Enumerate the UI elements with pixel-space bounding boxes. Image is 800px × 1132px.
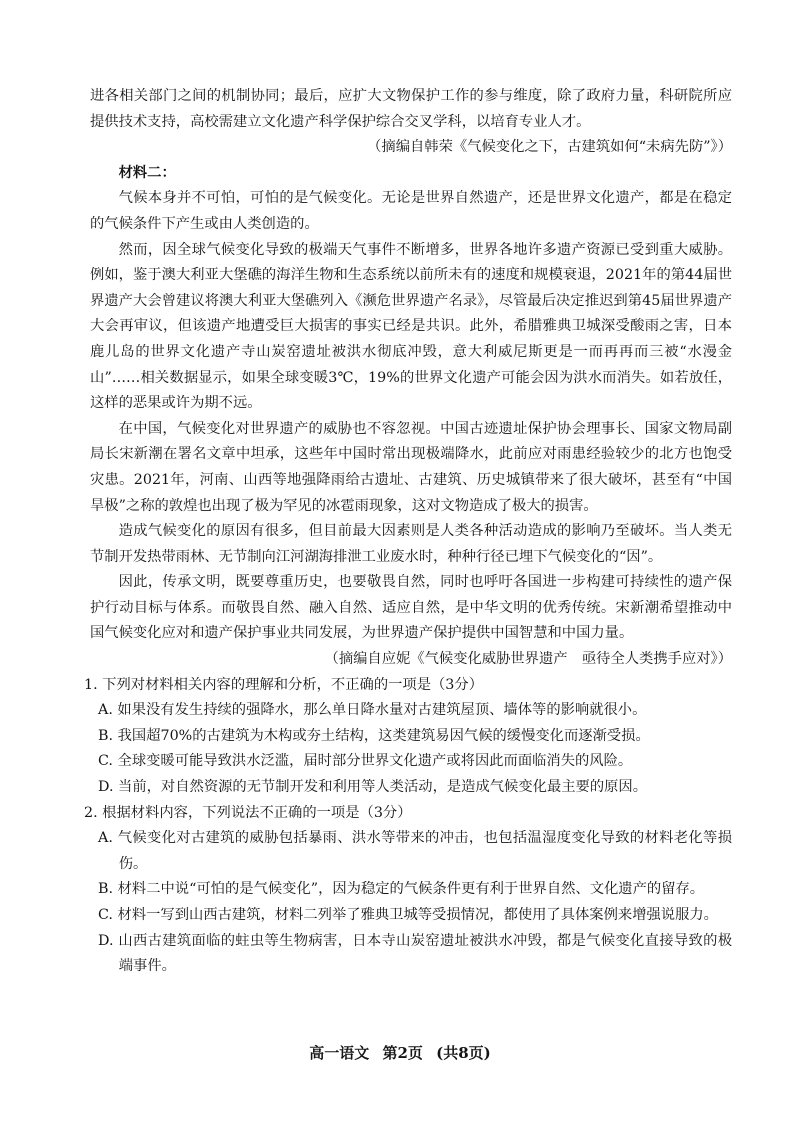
material2-paragraph: 然而，因全球气候变化导致的极端天气事件不断增多，世界各地许多遗产资源已受到重大威胁。例如，鉴于澳大利亚大堡礁的海洋生物和生态系统以前所未有的速度和规模衰退，2021年的第44届世界遗产大会曾建议将澳大利亚大堡礁列入《濒危世界遗产名录》，尽管最后决定推迟到第45届世界遗产大会再审议，但该遗产地遭受巨大损害的事实已经是共识。此外，希腊雅典卫城深受酸雨之害，日本鹿儿岛的世界文化遗产寺山炭窑遗址被洪水彻底冲毁，意大利威尼斯更是一而再再而三被“水漫金山”……相关数据显示，如果全球变暖3℃，19%的世界文化遗产可能会因为洪水而消失。如若放任，这样的恶果或许为期不远。	[90, 241, 732, 412]
material2-heading: 材料二：	[118, 164, 176, 181]
option-c: C. 材料一写到山西古建筑，材料二列举了雅典卫城等受损情况，都使用了具体案例来增强说服力。	[98, 907, 718, 923]
material2-paragraph: 在中国，气候变化对世界遗产的威胁也不容忽视。中国古迹遗址保护协会理事长、国家文物局副局长宋新潮在署名文章中坦承，这些年中国时常出现极端降水，此前应对雨患经验较少的北方也饱受灾患。2021年，河南、山西等地强降雨给古遗址、古建筑、历史城镇带来了很大破坏，甚至有“中国旱极”之称的敦煌也出现了极为罕见的冰雹雨现象，这对文物造成了极大的损害。	[90, 420, 732, 514]
option-a: A. 气候变化对古建筑的威胁包括暴雨、洪水等带来的冲击，也包括温湿度变化导致的材料老化等损伤。	[98, 830, 732, 872]
option-list	[98, 826, 732, 980]
continued-paragraph: 进各相关部门之间的机制协同；最后，应扩大文物保护工作的参与维度，除了政府力量，科研院所应提供技术支持，高校需建立文化遗产科学保护综合交叉学科，以培育专业人才。	[90, 88, 732, 130]
source-citation-material1: （摘编自韩荣《气候变化之下，古建筑如何“未病先防”》）	[367, 139, 732, 156]
source-citation-material2: （摘编自应妮《气候变化威胁世界遗产 亟待全人类携手应对》）	[324, 651, 732, 668]
footer-page-number: 第2页	[382, 1044, 423, 1062]
question-stem: 1. 下列对材料相关内容的理解和分析，不正确的一项是（3分）	[84, 676, 483, 693]
option-a: A. 如果没有发生持续的强降水，那么单日降水量对古建筑屋顶、墙体等的影响就很小。	[98, 702, 647, 719]
option-d: D. 当前，对自然资源的无节制开发和利用等人类活动，是造成气候变化最主要的原因。	[98, 779, 648, 796]
footer-subject: 高一语文	[309, 1044, 370, 1062]
question-2	[84, 801, 732, 980]
option-c: C. 全球变暖可能导致洪水泛滥，届时部分世界文化遗产或将因此而面临消失的风险。	[98, 753, 633, 770]
page-content	[84, 84, 732, 980]
material2-paragraph: 造成气候变化的原因有很多，但目前最大因素则是人类各种活动造成的影响乃至破坏。当人类无节制开发热带雨林、无节制向江河湖海排泄工业废水时，种种行径已埋下气候变化的“因”。	[90, 523, 732, 565]
option-b: B. 材料二中说“可怕的是气候变化”，因为稳定的气候条件更有利于世界自然、文化遗产的留存。	[98, 881, 705, 898]
material2-paragraph: 气候本身并不可怕，可怕的是气候变化。无论是世界自然遗产，还是世界文化遗产，都是在稳定的气候条件下产生或由人类创造的。	[90, 190, 732, 232]
option-b: B. 我国超70%的古建筑为木构或夯土结构，这类建筑易因气候的缓慢变化而逐渐受损。	[98, 727, 650, 744]
option-list	[98, 698, 732, 800]
footer-total-pages: (共8页)	[436, 1044, 491, 1062]
material2-paragraph: 因此，传承文明，既要尊重历史，也要敬畏自然，同时也呼吁各国进一步构建可持续性的遗产保护行动目标与体系。而敬畏自然、融入自然、适应自然，是中华文明的优秀传统。宋新潮希望推动中国气候变化应对和遗产保护事业共同发展，为世界遗产保护提供中国智慧和中国力量。	[90, 574, 732, 642]
question-1	[84, 673, 732, 801]
option-d: D. 山西古建筑面临的蛀虫等生物病害，日本寺山炭窑遗址被洪水冲毁，都是气候变化直接导致的极端事件。	[98, 932, 732, 975]
page-footer	[0, 1042, 800, 1063]
question-stem: 2. 根据材料内容，下列说法不正确的一项是（3分）	[84, 804, 412, 821]
